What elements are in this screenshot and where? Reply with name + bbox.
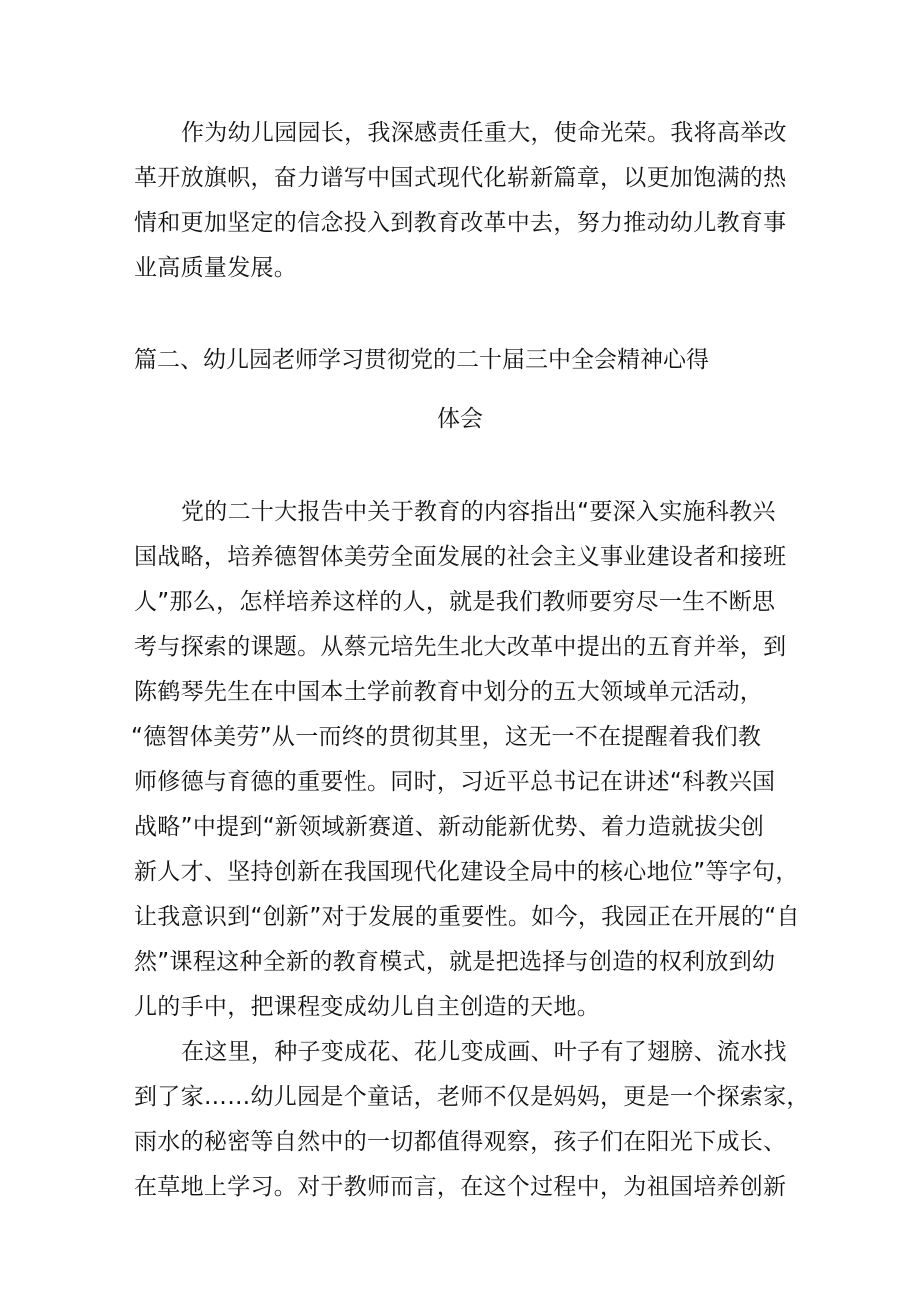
paragraph-2-line-6: “德智体美劳”从一而终的贯彻其里，这无一不在提醒着我们教	[131, 724, 762, 750]
paragraph-2-line-7: 师修德与育德的重要性。同时，习近平总书记在讲述“科教兴国	[134, 769, 776, 795]
paragraph-2-line-1: 党的二十大报告中关于教育的内容指出“要深入实施科教兴	[181, 499, 776, 525]
paragraph-3-line-1: 在这里，种子变成花、花儿变成画、叶子有了翅膀、流水找	[181, 1039, 787, 1065]
paragraph-2-line-8: 战略”中提到“新领域新赛道、新动能新优势、着力造就拔尖创	[134, 814, 765, 840]
paragraph-2-line-5: 陈鹤琴先生在中国本土学前教育中划分的五大领域单元活动，	[134, 679, 764, 705]
paragraph-1-line-3: 情和更加坚定的信念投入到教育改革中去，努力推动幼儿教育事	[134, 210, 787, 236]
paragraph-2-line-3: 人”那么，怎样培养这样的人，就是我们教师要穷尽一生不断思	[134, 589, 776, 615]
paragraph-1-line-2: 革开放旗帜，奋力谱写中国式现代化崭新篇章，以更加饱满的热	[134, 165, 787, 191]
paragraph-2-line-10: 让我意识到“创新”对于发展的重要性。如今，我园正在开展的“自	[134, 904, 800, 930]
paragraph-2-line-9: 新人才、坚持创新在我国现代化建设全局中的核心地位”等字句，	[134, 859, 799, 885]
paragraph-2-line-4: 考与探索的课题。从蔡元培先生北大改革中提出的五育并举，到	[134, 634, 787, 660]
paragraph-3-line-2: 到了家……幼儿园是个童话，老师不仅是妈妈，更是一个探索家，	[134, 1084, 810, 1110]
paragraph-3-line-4: 在草地上学习。对于教师而言，在这个过程中，为祖国培养创新	[134, 1174, 787, 1200]
paragraph-2-line-12: 儿的手中，把课程变成幼儿自主创造的天地。	[134, 994, 600, 1020]
section-heading: 篇二、幼儿园老师学习贯彻党的二十届三中全会精神心得	[134, 347, 709, 373]
section-heading-continuation: 体会	[437, 406, 483, 432]
paragraph-1-line-4: 业高质量发展。	[134, 255, 298, 281]
paragraph-2-line-11: 然”课程这种全新的教育模式，就是把选择与创造的权利放到幼	[134, 949, 776, 975]
paragraph-3-line-3: 雨水的秘密等自然中的一切都值得观察，孩子们在阳光下成长、	[134, 1129, 787, 1155]
paragraph-1-line-1: 作为幼儿园园长，我深感责任重大，使命光荣。我将高举改	[181, 120, 787, 146]
paragraph-2-line-2: 国战略，培养德智体美劳全面发展的社会主义事业建设者和接班	[134, 544, 787, 570]
